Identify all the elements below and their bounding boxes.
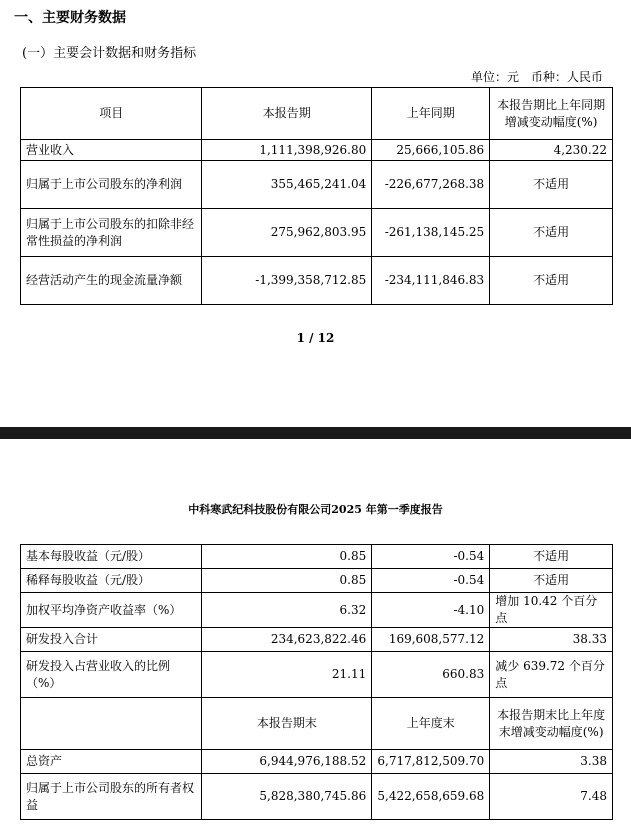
- page-divider: [0, 427, 631, 439]
- financial-table-1: [20, 87, 613, 305]
- header-cell: 项目: [21, 88, 202, 140]
- value-cell: -261,138,145.25: [372, 209, 490, 257]
- value-cell: -0.54: [372, 545, 490, 569]
- value-cell: 1,111,398,926.80: [202, 140, 372, 161]
- table-header-row: [21, 88, 613, 140]
- table-row: [21, 652, 613, 698]
- header-cell: 本报告期末比上年度末增减变动幅度(%): [490, 698, 613, 750]
- table-row: [21, 774, 613, 820]
- row-label: 归属于上市公司股东的净利润: [21, 161, 202, 209]
- row-label: 研发投入合计: [21, 628, 202, 652]
- value-cell: 6,944,976,188.52: [202, 750, 372, 774]
- value-cell: 21.11: [202, 652, 372, 698]
- value-cell: -1,399,358,712.85: [202, 257, 372, 305]
- value-cell: 38.33: [490, 628, 613, 652]
- row-label: 营业收入: [21, 140, 202, 161]
- row-label: 稀释每股收益（元/股）: [21, 569, 202, 593]
- value-cell: 减少 639.72 个百分点: [490, 652, 613, 698]
- value-cell: 5,422,658,659.68: [372, 774, 490, 820]
- table-row: [21, 545, 613, 569]
- table-row: [21, 750, 613, 774]
- value-cell: -234,111,846.83: [372, 257, 490, 305]
- table-row: [21, 140, 613, 161]
- value-cell: 6.32: [202, 593, 372, 628]
- table-row: [21, 161, 613, 209]
- row-label: 基本每股收益（元/股）: [21, 545, 202, 569]
- value-cell: 3.38: [490, 750, 613, 774]
- row-label: 经营活动产生的现金流量净额: [21, 257, 202, 305]
- table-row: [21, 257, 613, 305]
- value-cell: 不适用: [490, 569, 613, 593]
- value-cell: 234,623,822.46: [202, 628, 372, 652]
- header-cell: 上年同期: [372, 88, 490, 140]
- row-label: 归属于上市公司股东的所有者权益: [21, 774, 202, 820]
- row-label: 总资产: [21, 750, 202, 774]
- value-cell: 660.83: [372, 652, 490, 698]
- value-cell: 25,666,105.86: [372, 140, 490, 161]
- value-cell: 355,465,241.04: [202, 161, 372, 209]
- table-row: [21, 209, 613, 257]
- unit-line: 单位：元 币种：人民币: [470, 70, 603, 84]
- value-cell: -226,677,268.38: [372, 161, 490, 209]
- value-cell: 275,962,803.95: [202, 209, 372, 257]
- value-cell: 不适用: [490, 257, 613, 305]
- row-label: 加权平均净资产收益率（%）: [21, 593, 202, 628]
- value-cell: 5,828,380,745.86: [202, 774, 372, 820]
- table-row: [21, 569, 613, 593]
- value-cell: 6,717,812,509.70: [372, 750, 490, 774]
- value-cell: 增加 10.42 个百分点: [490, 593, 613, 628]
- header-cell: [21, 698, 202, 750]
- value-cell: -0.54: [372, 569, 490, 593]
- value-cell: 7.48: [490, 774, 613, 820]
- value-cell: 4,230.22: [490, 140, 613, 161]
- subsection-title: (一）主要会计数据和财务指标: [22, 46, 197, 61]
- row-label: 归属于上市公司股东的扣除非经常性损益的净利润: [21, 209, 202, 257]
- value-cell: -4.10: [372, 593, 490, 628]
- value-cell: 不适用: [490, 545, 613, 569]
- financial-table-2: [20, 544, 613, 820]
- value-cell: 169,608,577.12: [372, 628, 490, 652]
- header-cell: 上年度末: [372, 698, 490, 750]
- table-row: [21, 593, 613, 628]
- table-header-row: [21, 698, 613, 750]
- table-row: [21, 628, 613, 652]
- page-number: 1 / 12: [296, 331, 335, 345]
- header-cell: 本报告期末: [202, 698, 372, 750]
- value-cell: 0.85: [202, 569, 372, 593]
- header-cell: 本报告期: [202, 88, 372, 140]
- row-label: 研发投入占营业收入的比例（%）: [21, 652, 202, 698]
- header-cell: 本报告期比上年同期增减变动幅度(%): [490, 88, 613, 140]
- value-cell: 0.85: [202, 545, 372, 569]
- report-title: 中科寒武纪科技股份有限公司2025 年第一季度报告: [188, 503, 443, 516]
- value-cell: 不适用: [490, 161, 613, 209]
- value-cell: 不适用: [490, 209, 613, 257]
- section-title: 一、主要财务数据: [14, 10, 126, 26]
